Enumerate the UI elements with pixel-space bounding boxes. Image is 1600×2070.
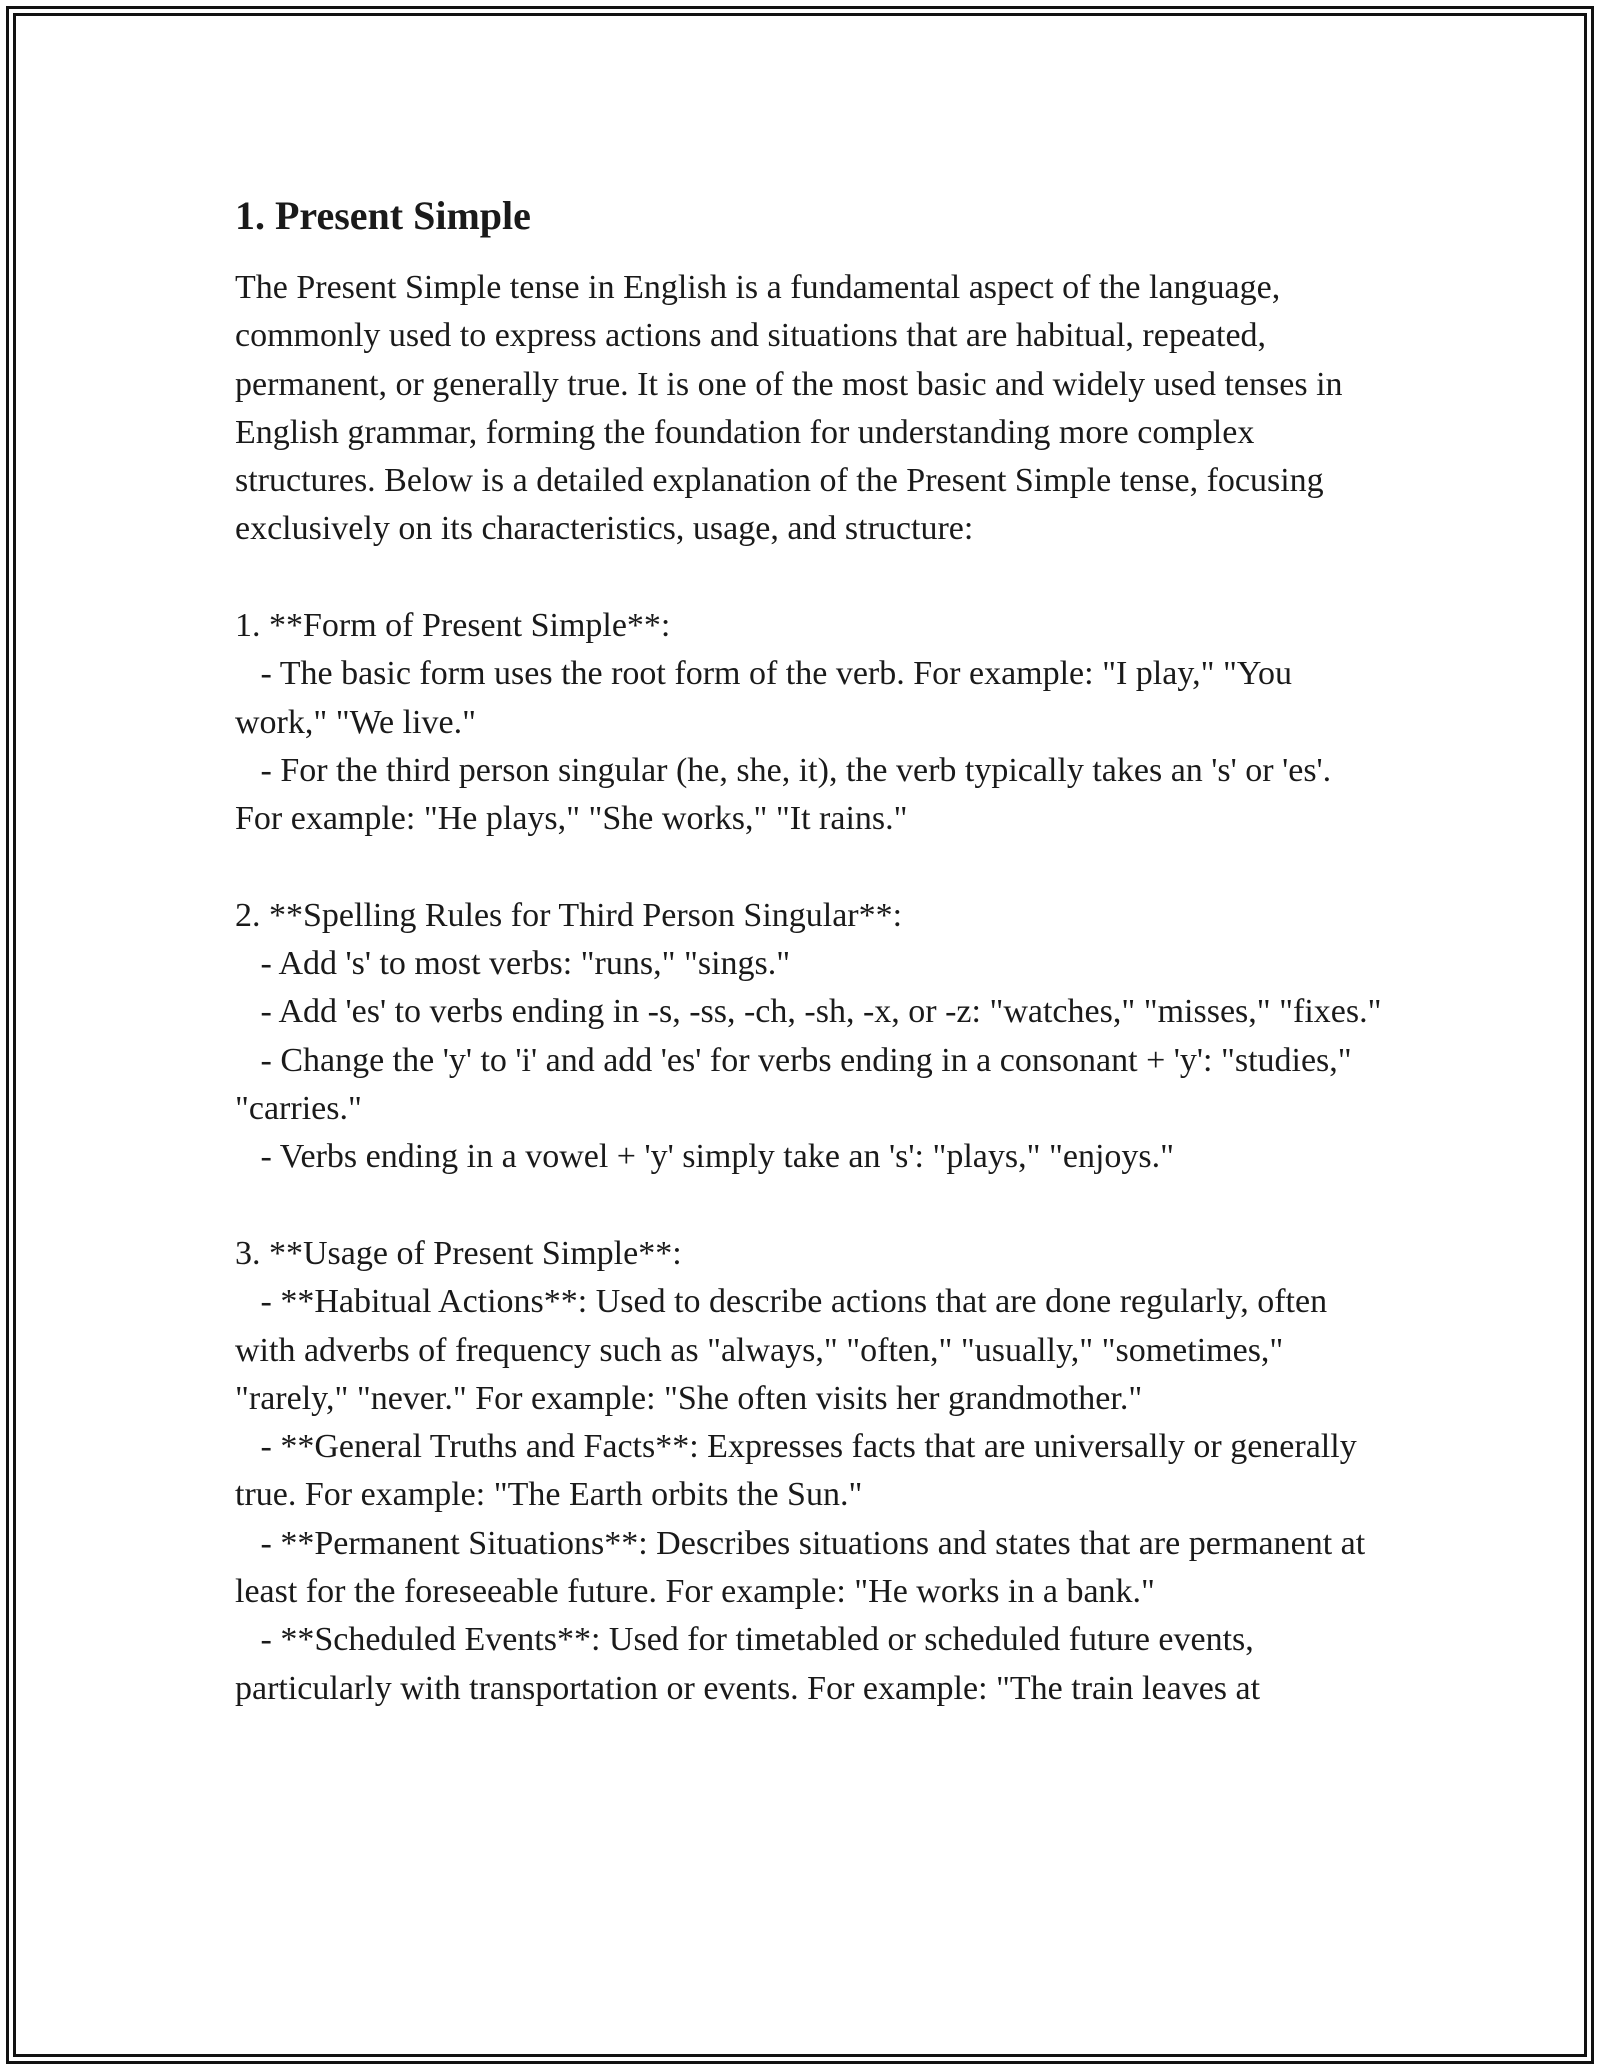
page-title: 1. Present Simple xyxy=(235,193,531,238)
paragraph-gap xyxy=(235,554,1385,602)
paragraph-gap xyxy=(235,1182,1385,1230)
intro-paragraph: The Present Simple tense in English is a fundamental aspect of the language, commonly used to express actions and situations that are habitual, repeated, permanent, or generally true. It is one of the most basic and widely used tenses in English grammar, forming the foundation for understanding more complex structures. Below is a detailed explanation of the Present Simple tense, focusing exclusively on its characteristics, usage, and structure: xyxy=(235,269,1352,548)
list-item: - Verbs ending in a vowel + 'y' simply take an 's': "plays," "enjoys." xyxy=(235,1138,1175,1176)
section-usage xyxy=(235,1230,1385,1713)
section-form xyxy=(235,602,1385,843)
list-item: - **General Truths and Facts**: Expresses facts that are universally or generally true. For example: "The Earth orbits the Sun." xyxy=(235,1428,1366,1514)
list-item: - Add 's' to most verbs: "runs," "sings." xyxy=(235,945,791,983)
list-item: - The basic form uses the root form of the verb. For example: "I play," "You work," "We live." xyxy=(235,655,1301,741)
document-body xyxy=(235,180,1385,1713)
list-item: - **Permanent Situations**: Describes situations and states that are permanent at least for the foreseeable future. For example: "He works in a bank." xyxy=(235,1524,1374,1611)
list-item: - Change the 'y' to 'i' and add 'es' for verbs ending in a consonant + 'y': "studies," "carries." xyxy=(235,1041,1361,1128)
list-item: - **Habitual Actions**: Used to describe actions that are done regularly, often with adverbs of frequency such as "always," "often," "usually," "sometimes," "rarely," "never." For example: "She often visits her grandmother." xyxy=(235,1283,1336,1417)
list-item: - **Scheduled Events**: Used for timetabled or scheduled future events, particularly with transportation or events. For example: "The train leaves at xyxy=(235,1621,1263,1707)
section-spelling-rules xyxy=(235,892,1385,1182)
list-item: - Add 'es' to verbs ending in -s, -ss, -ch, -sh, -x, or -z: "watches," "misses," "fixes." xyxy=(235,993,1382,1031)
section-heading: 2. **Spelling Rules for Third Person Singular**: xyxy=(235,896,903,934)
list-item: - For the third person singular (he, she, it), the verb typically takes an 's' or 'es'. For example: "He plays," "She works," "It rains." xyxy=(235,751,1340,838)
paragraph-gap xyxy=(235,844,1385,892)
section-heading: 3. **Usage of Present Simple**: xyxy=(235,1234,682,1272)
section-heading: 1. **Form of Present Simple**: xyxy=(235,607,671,645)
